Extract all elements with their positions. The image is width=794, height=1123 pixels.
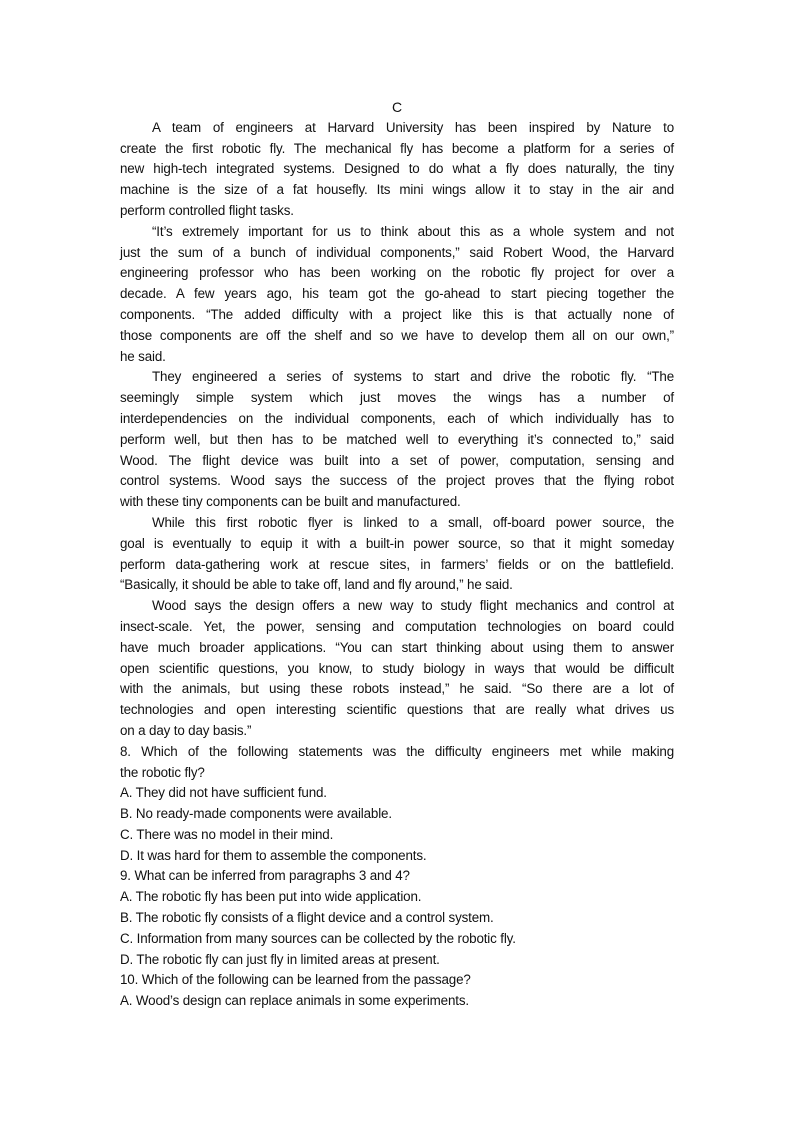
reading-passage [120, 118, 674, 742]
paragraph-line: While this first robotic flyer is linked to a small, off-board power source, the [152, 514, 674, 530]
answer-option: B. No ready-made components were available. [120, 806, 392, 822]
document-page [120, 97, 674, 1012]
paragraph-line: “Basically, it should be able to take off, land and fly around,” he said. [120, 577, 513, 593]
paragraph-line: Wood says the design offers a new way to study flight mechanics and control at [152, 598, 674, 614]
answer-option: C. There was no model in their mind. [120, 826, 334, 842]
questions-section [120, 742, 674, 1012]
question-stem: 8. Which of the following statements was the difficulty engineers met while making [120, 743, 674, 759]
answer-option: C. Information from many sources can be collected by the robotic fly. [120, 930, 516, 946]
paragraph-line: he said. [120, 348, 166, 364]
paragraph-line: A team of engineers at Harvard University has been inspired by Nature to [152, 119, 674, 135]
paragraph-line: with the animals, but using these robots instead,” he said. “So there are a lot of [120, 681, 674, 697]
answer-option: A. The robotic fly has been put into wide application. [120, 889, 422, 905]
question-stem: the robotic fly? [120, 764, 205, 780]
paragraph-line: machine is the size of a fat housefly. Its mini wings allow it to stay in the air and [120, 182, 674, 198]
answer-option: B. The robotic fly consists of a flight device and a control system. [120, 910, 494, 926]
answer-option: A. Wood’s design can replace animals in some experiments. [120, 993, 469, 1009]
answer-option: A. They did not have sufficient fund. [120, 785, 327, 801]
paragraph-line: perform well, but then has to be matched well to everything it’s connected to,” said [120, 431, 674, 447]
paragraph-line: goal is eventually to equip it with a built-in power source, so that it might someday [120, 535, 674, 551]
paragraph-line: technologies and open interesting scientific questions that are really what drives us [120, 702, 674, 718]
paragraph-line: create the first robotic fly. The mechanical fly has become a platform for a series of [120, 140, 674, 156]
paragraph-line: interdependencies on the individual components, each of which individually has to [120, 410, 674, 426]
paragraph-line: insect-scale. Yet, the power, sensing and computation technologies on board could [120, 618, 674, 634]
paragraph-line: seemingly simple system which just moves the wings has a number of [120, 390, 674, 406]
question-stem: 10. Which of the following can be learned from the passage? [120, 972, 471, 988]
paragraph [120, 513, 674, 596]
paragraph-line: on a day to day basis.” [120, 722, 252, 738]
paragraph-line: They engineered a series of systems to start and drive the robotic fly. “The [152, 369, 674, 385]
paragraph-line: control systems. Wood says the success of the project proves that the flying robot [120, 473, 674, 489]
paragraph-line: open scientific questions, you know, to study biology in ways that would be difficult [120, 660, 674, 676]
paragraph [120, 367, 674, 513]
section-label: C [391, 99, 403, 115]
paragraph-line: components. “The added difficulty with a project like this is that actually none of [120, 306, 674, 322]
paragraph-line: perform data-gathering work at rescue sites, in farmers’ fields or on the battlefield. [120, 556, 674, 572]
question [120, 970, 674, 1012]
question [120, 866, 674, 970]
paragraph-line: just the sum of a bunch of individual components,” said Robert Wood, the Harvard [120, 244, 674, 260]
paragraph [120, 118, 674, 222]
paragraph [120, 222, 674, 368]
paragraph-line: Wood. The flight device was built into a set of power, computation, sensing and [120, 452, 674, 468]
paragraph-line: perform controlled flight tasks. [120, 202, 294, 218]
question [120, 742, 674, 867]
question-stem: 9. What can be inferred from paragraphs 3 and 4? [120, 868, 410, 884]
paragraph [120, 596, 674, 742]
answer-option: D. The robotic fly can just fly in limited areas at present. [120, 951, 440, 967]
answer-option: D. It was hard for them to assemble the components. [120, 847, 427, 863]
paragraph-line: with these tiny components can be built and manufactured. [120, 494, 461, 510]
paragraph-line: have much broader applications. “You can start thinking about using them to answer [120, 639, 674, 655]
paragraph-line: new high-tech integrated systems. Designed to do what a fly does naturally, the tiny [120, 161, 674, 177]
paragraph-line: “It’s extremely important for us to think about this as a whole system and not [152, 223, 674, 239]
paragraph-line: those components are off the shelf and so we have to develop them all on our own,” [120, 327, 674, 343]
paragraph-line: decade. A few years ago, his team got the go-ahead to start piecing together the [120, 286, 674, 302]
paragraph-line: engineering professor who has been working on the robotic fly project for over a [120, 265, 674, 281]
